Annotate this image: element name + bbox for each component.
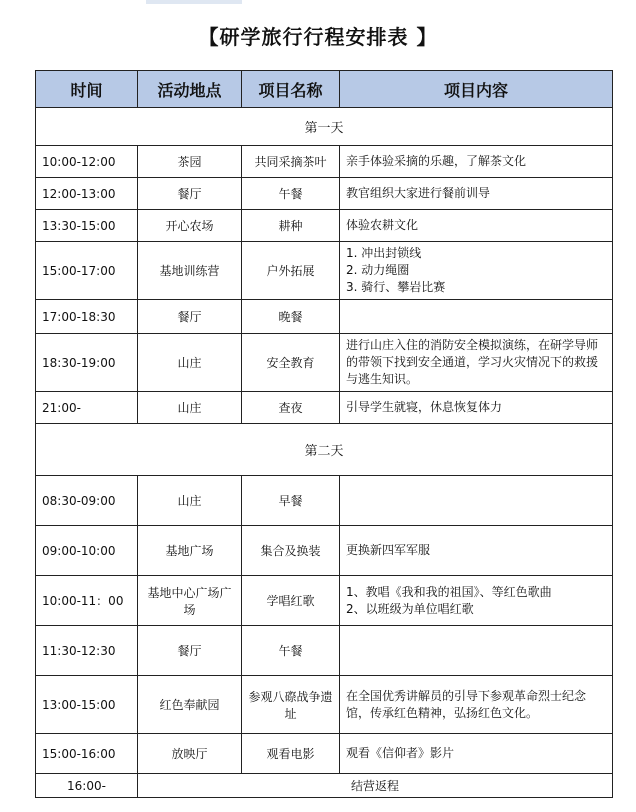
place-cell: 山庄 xyxy=(138,476,242,526)
content-cell xyxy=(340,300,613,334)
content-line: 在全国优秀讲解员的引导下参观革命烈士纪念 xyxy=(346,688,587,703)
content-cell xyxy=(340,334,613,392)
name-cell: 晚餐 xyxy=(242,300,340,334)
content-line: 教官组织大家进行餐前训导 xyxy=(346,186,491,200)
table-row xyxy=(36,178,613,210)
content-line: 与逃生知识。 xyxy=(346,372,419,386)
header-name: 项目名称 xyxy=(242,71,340,108)
content-cell xyxy=(340,734,613,774)
time-cell: 13:30-15:00 xyxy=(36,210,138,242)
content-cell xyxy=(340,476,613,526)
header-time: 时间 xyxy=(36,71,138,108)
time-cell: 21:00- xyxy=(36,392,138,424)
content-cell xyxy=(340,210,613,242)
content-line: 3. 骑行、攀岩比赛 xyxy=(346,280,446,294)
header-row xyxy=(36,71,613,108)
table-row xyxy=(36,300,613,334)
name-cell: 观看电影 xyxy=(242,734,340,774)
content-cell xyxy=(340,242,613,300)
place-cell: 开心农场 xyxy=(138,210,242,242)
content-line: 2、以班级为单位唱红歌 xyxy=(346,601,474,616)
place-cell: 餐厅 xyxy=(138,626,242,676)
day-label: 第二天 xyxy=(36,424,613,476)
name-cell: 户外拓展 xyxy=(242,242,340,300)
time-cell: 10:00-12:00 xyxy=(36,146,138,178)
content-cell xyxy=(340,146,613,178)
table-row xyxy=(36,476,613,526)
time-cell: 08:30-09:00 xyxy=(36,476,138,526)
table-row xyxy=(36,392,613,424)
content-line: 馆，传承红色精神，弘扬红色文化。 xyxy=(346,705,539,720)
day-label: 第一天 xyxy=(36,108,613,146)
top-decoration xyxy=(146,0,242,4)
time-cell: 17:00-18:30 xyxy=(36,300,138,334)
place-cell: 基地训练营 xyxy=(138,242,242,300)
name-cell: 集合及换装 xyxy=(242,526,340,576)
place-cell: 茶园 xyxy=(138,146,242,178)
final-content: 结营返程 xyxy=(138,774,613,798)
content-line: 1、教唱《我和我的祖国》、等红色歌曲 xyxy=(346,584,552,599)
time-cell: 10:00-11：00 xyxy=(36,576,138,626)
place-cell: 放映厅 xyxy=(138,734,242,774)
header-place: 活动地点 xyxy=(138,71,242,108)
name-cell: 午餐 xyxy=(242,178,340,210)
final-time: 16:00- xyxy=(36,774,138,798)
name-cell: 午餐 xyxy=(242,626,340,676)
content-line: 亲手体验采摘的乐趣，了解茶文化 xyxy=(346,154,527,168)
table-row xyxy=(36,734,613,774)
name-cell: 参观八磜战争遗址 xyxy=(242,676,340,734)
place-cell: 基地中心广场广场 xyxy=(138,576,242,626)
name-cell: 查夜 xyxy=(242,392,340,424)
content-line: 体验农耕文化 xyxy=(346,218,419,232)
page-title: 【研学旅行行程安排表 】 xyxy=(198,25,438,49)
time-cell: 15:00-17:00 xyxy=(36,242,138,300)
table-row xyxy=(36,626,613,676)
time-cell: 15:00-16:00 xyxy=(36,734,138,774)
time-cell: 12:00-13:00 xyxy=(36,178,138,210)
final-row xyxy=(36,774,613,798)
name-cell: 耕种 xyxy=(242,210,340,242)
itinerary-table xyxy=(35,70,613,798)
content-line: 2. 动力绳圈 xyxy=(346,263,410,277)
place-cell: 餐厅 xyxy=(138,300,242,334)
table-row xyxy=(36,526,613,576)
table-row xyxy=(36,146,613,178)
name-cell: 早餐 xyxy=(242,476,340,526)
place-cell: 山庄 xyxy=(138,392,242,424)
day-row xyxy=(36,424,613,476)
place-cell: 餐厅 xyxy=(138,178,242,210)
content-line: 1. 冲出封锁线 xyxy=(346,246,422,260)
content-line: 观看《信仰者》影片 xyxy=(346,746,455,760)
place-cell: 山庄 xyxy=(138,334,242,392)
name-cell: 安全教育 xyxy=(242,334,340,392)
day-row xyxy=(36,108,613,146)
content-cell xyxy=(340,676,613,734)
name-cell: 学唱红歌 xyxy=(242,576,340,626)
time-cell: 18:30-19:00 xyxy=(36,334,138,392)
place-cell: 基地广场 xyxy=(138,526,242,576)
name-cell: 共同采摘茶叶 xyxy=(242,146,340,178)
content-line: 更换新四军军服 xyxy=(346,543,431,557)
content-line: 的带领下找到安全通道，学习火灾情况下的救援 xyxy=(346,355,599,369)
content-line: 引导学生就寝，休息恢复体力 xyxy=(346,400,503,414)
place-cell: 红色奉献园 xyxy=(138,676,242,734)
content-cell xyxy=(340,576,613,626)
content-cell xyxy=(340,178,613,210)
time-cell: 11:30-12:30 xyxy=(36,626,138,676)
content-cell xyxy=(340,526,613,576)
table-row xyxy=(36,576,613,626)
time-cell: 13:00-15:00 xyxy=(36,676,138,734)
header-content: 项目内容 xyxy=(340,71,613,108)
table-row xyxy=(36,210,613,242)
table-row xyxy=(36,334,613,392)
time-cell: 09:00-10:00 xyxy=(36,526,138,576)
table-row xyxy=(36,676,613,734)
content-cell xyxy=(340,626,613,676)
table-row xyxy=(36,242,613,300)
content-cell xyxy=(340,392,613,424)
content-line: 进行山庄入住的消防安全模拟演练，在研学导师 xyxy=(346,338,599,352)
